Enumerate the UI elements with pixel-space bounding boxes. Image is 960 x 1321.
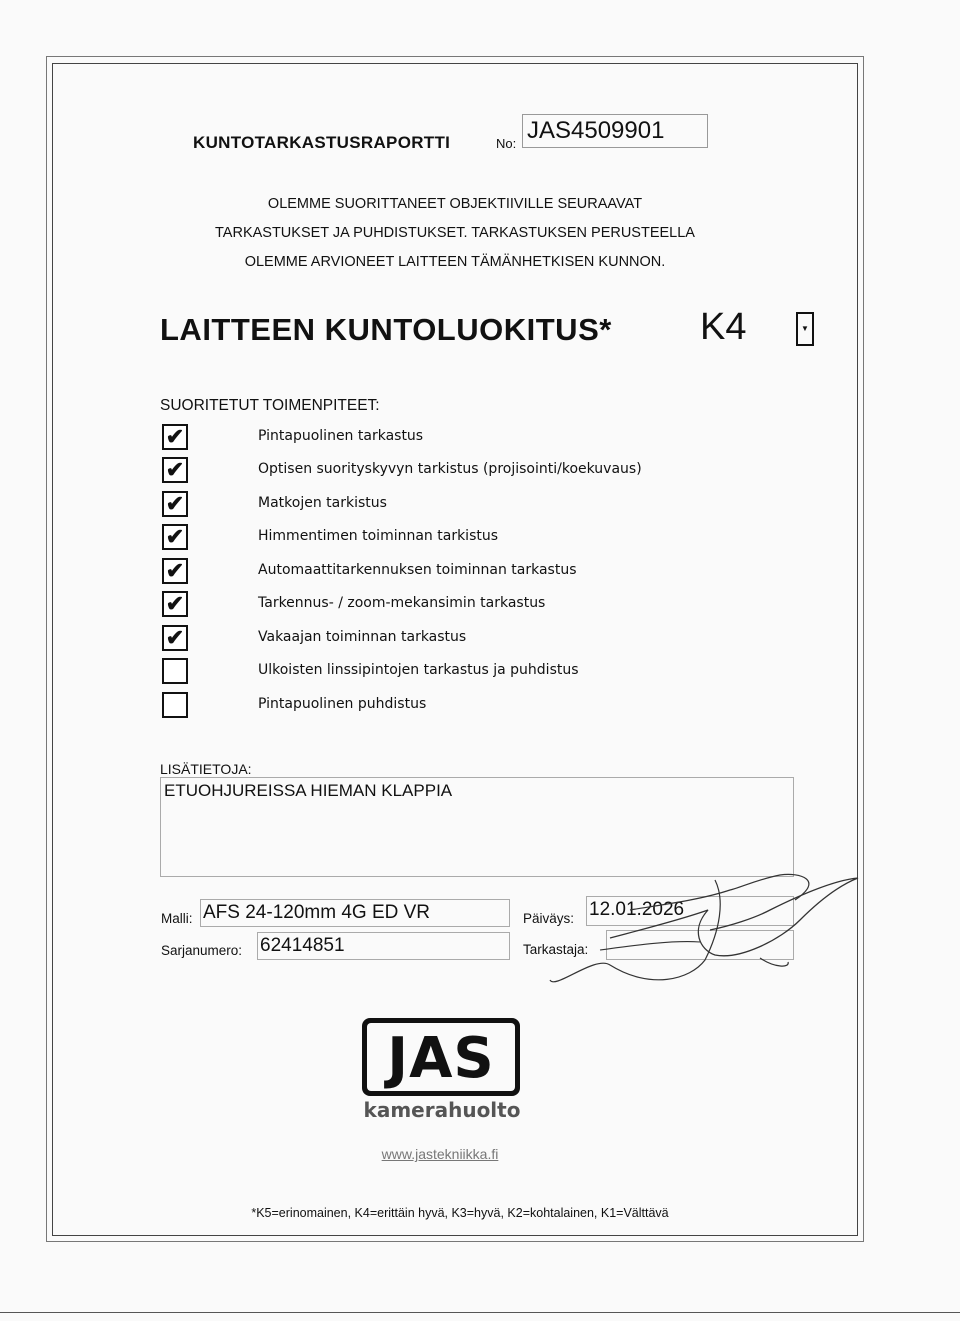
action-row bbox=[162, 625, 782, 653]
action-label: Optisen suorityskyvyn tarkistus (projisointi/koekuvaus) bbox=[258, 461, 642, 477]
additional-info-label: LISÄTIETOJA: bbox=[160, 761, 252, 777]
jas-logo bbox=[362, 1018, 520, 1096]
action-checkbox[interactable] bbox=[162, 491, 188, 517]
grade-dropdown[interactable] bbox=[796, 312, 814, 346]
intro-text bbox=[150, 190, 760, 277]
logo-inner bbox=[367, 1023, 515, 1091]
action-checkbox[interactable] bbox=[162, 591, 188, 617]
action-label: Automaattitarkennuksen toiminnan tarkastus bbox=[258, 562, 577, 578]
action-checkbox[interactable] bbox=[162, 558, 188, 584]
serial-field[interactable]: 62414851 bbox=[257, 932, 510, 960]
caret-down-icon: ▼ bbox=[801, 324, 809, 333]
action-label: Himmentimen toiminnan tarkistus bbox=[258, 528, 499, 544]
action-checkbox[interactable] bbox=[162, 625, 188, 651]
report-number-field[interactable]: JAS4509901 bbox=[522, 114, 708, 148]
intro-line: OLEMME SUORITTANEET OBJEKTIIVILLE SEURAAVAT bbox=[267, 196, 643, 212]
checkmark-icon: ✔ bbox=[165, 558, 185, 583]
checkmark-icon: ✔ bbox=[165, 625, 185, 650]
action-row bbox=[162, 558, 782, 586]
action-row bbox=[162, 457, 782, 485]
date-label: Päiväys: bbox=[523, 911, 575, 926]
additional-info-field[interactable]: ETUOHJUREISSA HIEMAN KLAPPIA bbox=[160, 777, 794, 877]
action-row bbox=[162, 591, 782, 619]
bottom-divider bbox=[0, 1312, 960, 1313]
intro-line: TARKASTUKSET JA PUHDISTUKSET. TARKASTUKSEN PERUSTEELLA bbox=[215, 225, 695, 241]
action-label: Pintapuolinen tarkastus bbox=[258, 428, 424, 444]
website-link[interactable]: www.jastekniikka.fi bbox=[381, 1146, 499, 1162]
report-number-label: No: bbox=[496, 136, 517, 151]
action-label: Matkojen tarkistus bbox=[258, 495, 387, 511]
date-field[interactable]: 12.01.2026 bbox=[586, 896, 794, 926]
model-label: Malli: bbox=[161, 911, 193, 926]
action-checkbox[interactable] bbox=[162, 658, 188, 684]
action-row bbox=[162, 658, 782, 686]
action-checkbox[interactable] bbox=[162, 457, 188, 483]
checkmark-icon: ✔ bbox=[165, 524, 185, 549]
action-checkbox[interactable] bbox=[162, 524, 188, 550]
grade-value: K4 bbox=[700, 306, 747, 348]
action-row bbox=[162, 424, 782, 452]
action-row bbox=[162, 692, 782, 720]
checkmark-icon: ✔ bbox=[165, 457, 185, 482]
action-row bbox=[162, 524, 782, 552]
action-label: Tarkennus- / zoom-mekansimin tarkastus bbox=[258, 595, 546, 611]
action-label: Pintapuolinen puhdistus bbox=[258, 696, 427, 712]
checkmark-icon: ✔ bbox=[165, 491, 185, 516]
action-label: Ulkoisten linssipintojen tarkastus ja puhdistus bbox=[258, 662, 579, 678]
signature-scribble bbox=[540, 850, 870, 1000]
action-checkbox[interactable] bbox=[162, 424, 188, 450]
model-field[interactable]: AFS 24-120mm 4G ED VR bbox=[200, 899, 510, 927]
inspector-label: Tarkastaja: bbox=[523, 942, 589, 957]
intro-line: OLEMME ARVIONEET LAITTEEN TÄMÄNHETKISEN KUNNON. bbox=[244, 254, 666, 270]
checkmark-icon: ✔ bbox=[165, 424, 185, 449]
actions-heading: SUORITETUT TOIMENPITEET: bbox=[160, 397, 380, 414]
report-title: KUNTOTARKASTUSRAPORTTI bbox=[193, 133, 451, 152]
grade-footnote: *K5=erinomainen, K4=erittäin hyvä, K3=hyvä, K2=kohtalainen, K1=Välttävä bbox=[251, 1206, 669, 1220]
logo-subtitle: kamerahuolto bbox=[363, 1098, 521, 1122]
action-row bbox=[162, 491, 782, 519]
action-label: Vakaajan toiminnan tarkastus bbox=[258, 629, 467, 645]
serial-label: Sarjanumero: bbox=[161, 943, 243, 958]
logo-text: JAS bbox=[387, 1026, 495, 1091]
grade-title: LAITTEEN KUNTOLUOKITUS* bbox=[160, 312, 612, 347]
action-checkbox[interactable] bbox=[162, 692, 188, 718]
checkmark-icon: ✔ bbox=[165, 591, 185, 616]
